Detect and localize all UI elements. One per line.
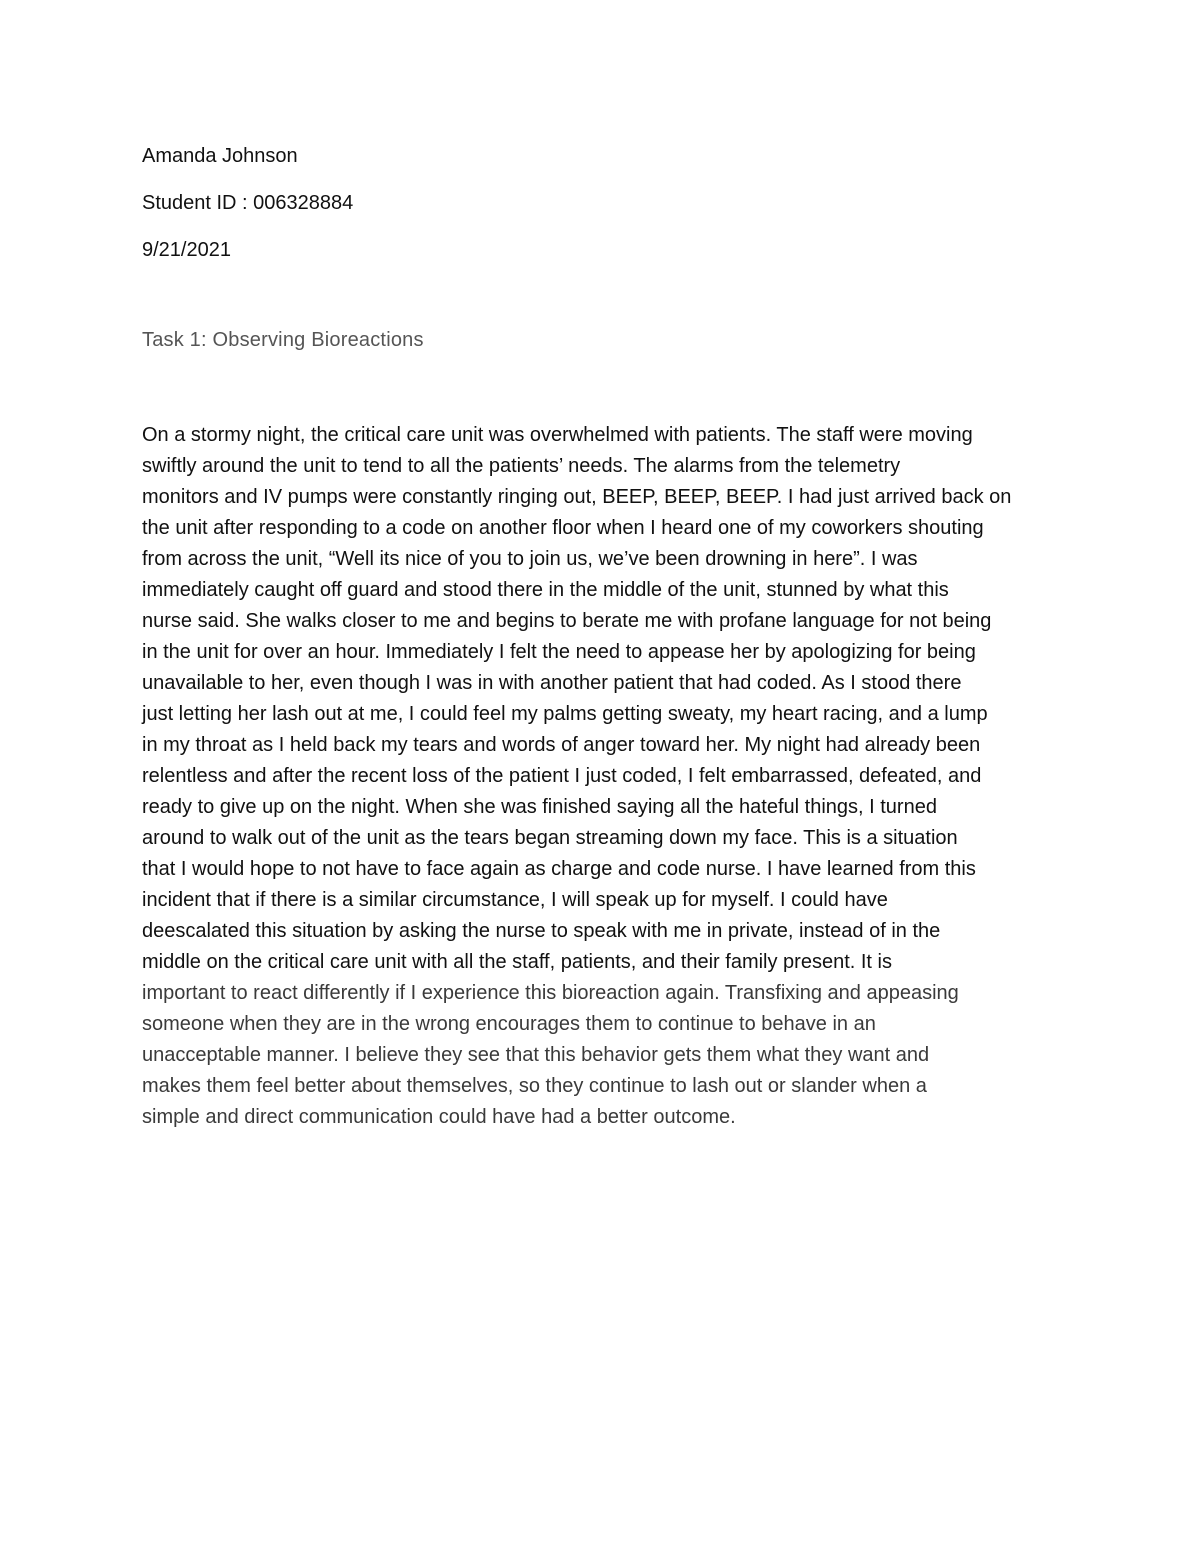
body-line: ready to give up on the night. When she was finished saying all the hateful things, I turned [142, 796, 937, 818]
body-line: around to walk out of the unit as the tears began streaming down my face. This is a situation [142, 827, 958, 849]
body-paragraph [142, 420, 1062, 1133]
body-line: from across the unit, “Well its nice of you to join us, we’ve been drowning in here”. I was [142, 548, 918, 570]
body-line: On a stormy night, the critical care unit was overwhelmed with patients. The staff were moving [142, 424, 973, 446]
body-line: incident that if there is a similar circumstance, I will speak up for myself. I could have [142, 889, 888, 911]
body-line: swiftly around the unit to tend to all the patients’ needs. The alarms from the telemetry [142, 455, 901, 477]
body-line: that I would hope to not have to face again as charge and code nurse. I have learned from this [142, 858, 976, 880]
submission-date: 9/21/2021 [142, 239, 231, 261]
body-line: someone when they are in the wrong encourages them to continue to behave in an [142, 1013, 876, 1035]
body-line: unacceptable manner. I believe they see that this behavior gets them what they want and [142, 1044, 930, 1066]
author-name: Amanda Johnson [142, 145, 298, 167]
body-line: just letting her lash out at me, I could feel my palms getting sweaty, my heart racing, and a lump [142, 703, 988, 725]
body-line: in my throat as I held back my tears and words of anger toward her. My night had already been [142, 734, 981, 756]
body-line: in the unit for over an hour. Immediately I felt the need to appease her by apologizing for being [142, 641, 976, 663]
body-line: unavailable to her, even though I was in with another patient that had coded. As I stood there [142, 672, 962, 694]
body-line: the unit after responding to a code on another floor when I heard one of my coworkers shouting [142, 517, 984, 539]
body-line: deescalated this situation by asking the nurse to speak with me in private, instead of in the [142, 920, 941, 942]
body-line: middle on the critical care unit with all the staff, patients, and their family present. It is [142, 951, 892, 973]
body-line: relentless and after the recent loss of the patient I just coded, I felt embarrassed, defeated, and [142, 765, 982, 787]
body-line: monitors and IV pumps were constantly ringing out, BEEP, BEEP, BEEP. I had just arrived back on [142, 486, 1012, 508]
body-line: makes them feel better about themselves, so they continue to lash out or slander when a [142, 1075, 927, 1097]
document-title: Task 1: Observing Bioreactions [142, 329, 424, 351]
body-line: simple and direct communication could have had a better outcome. [142, 1106, 736, 1128]
body-line: important to react differently if I experience this bioreaction again. Transfixing and appeasing [142, 982, 959, 1004]
student-id: Student ID : 006328884 [142, 192, 354, 214]
body-line: nurse said. She walks closer to me and begins to berate me with profane language for not being [142, 610, 992, 632]
body-line: immediately caught off guard and stood there in the middle of the unit, stunned by what this [142, 579, 949, 601]
